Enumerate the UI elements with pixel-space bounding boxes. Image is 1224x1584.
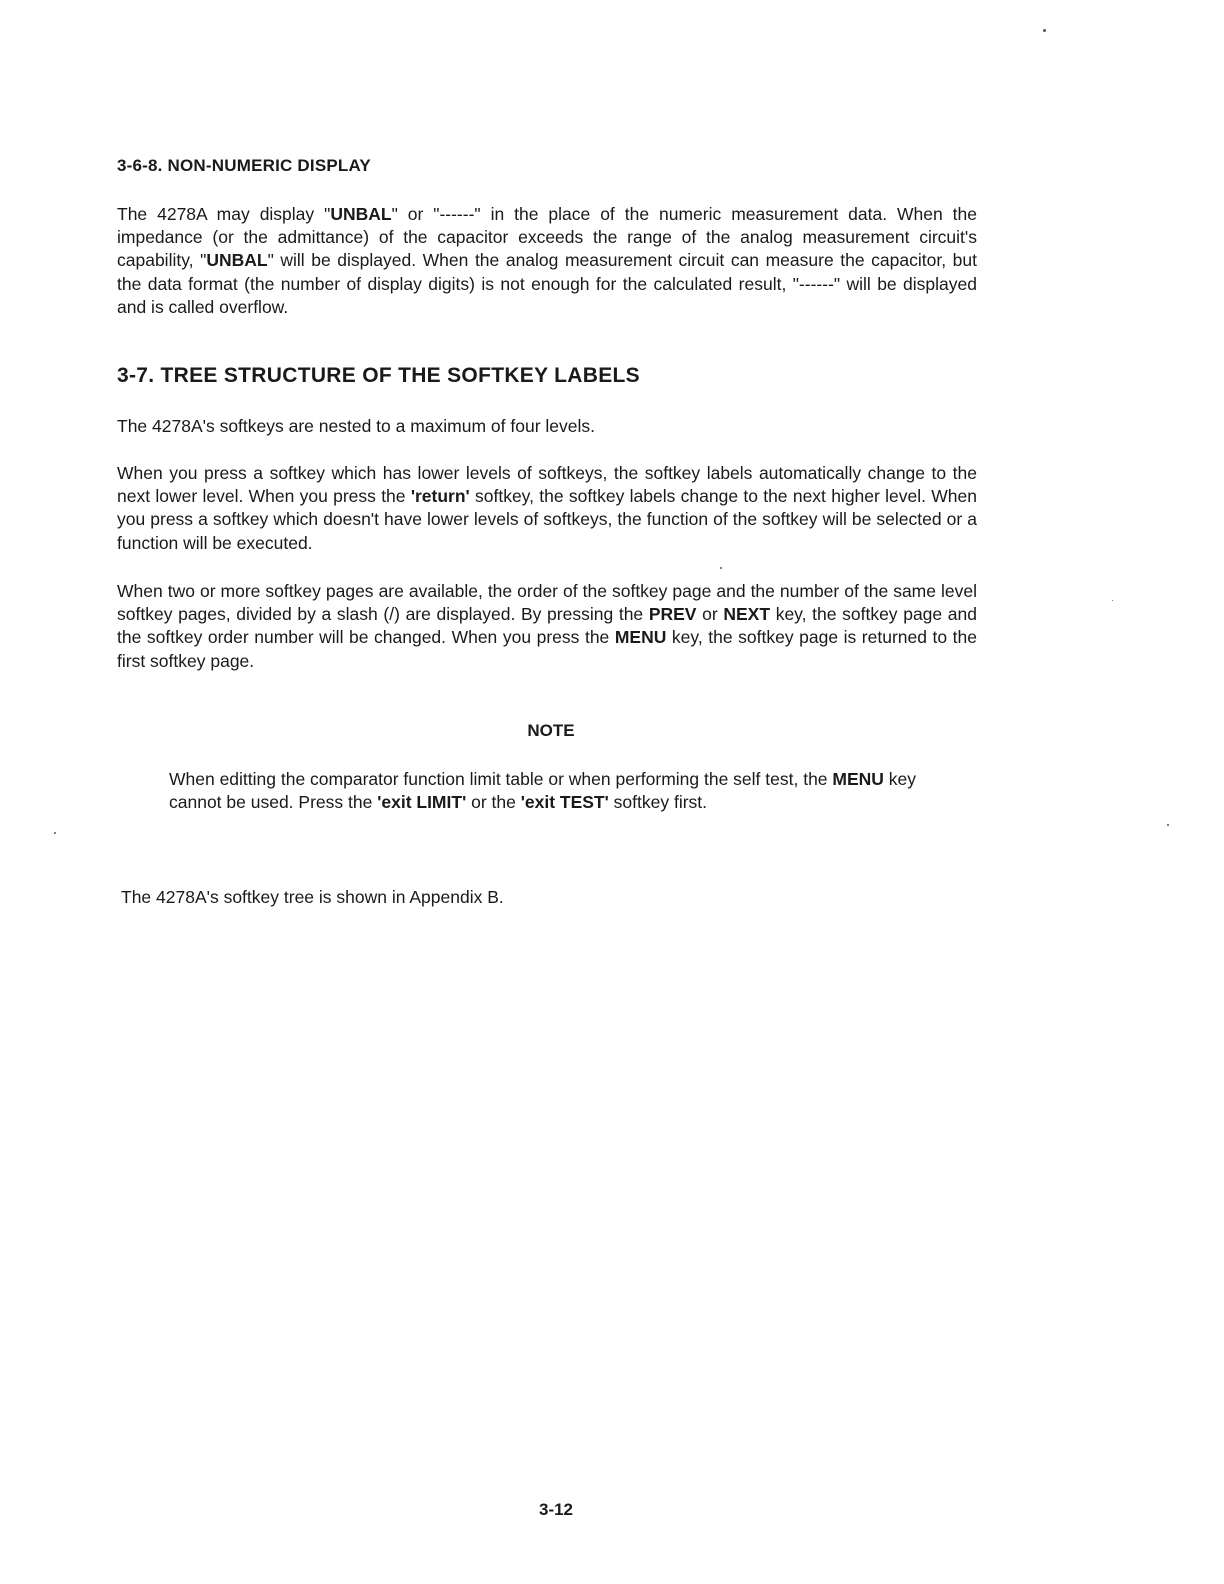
note-title: NOTE xyxy=(527,721,575,740)
softkey-levels-paragraph: The 4278A's softkeys are nested to a maximum of four levels. xyxy=(117,416,596,436)
page-number: 3-12 xyxy=(538,1500,574,1519)
note-body: When editting the comparator function limit table or when performing the self test, the MENU key cannot be used. Press the 'exit LIMIT' or the 'exit TEST' softkey first. xyxy=(169,769,917,813)
softkey-pages-paragraph: When two or more softkey pages are available, the order of the softkey page and the number of the same level softkey pages, divided by a slash (/) are displayed. By pressing the PREV or NEXT key, the softkey page and the softkey order number will be changed. When you press the MENU key, the softkey page is returned to the first softkey page. xyxy=(117,581,977,671)
scan-speck xyxy=(1167,824,1169,826)
non-numeric-display-paragraph: The 4278A may display "UNBAL" or "------" in the place of the numeric measurement data. When the impedance (or the admittance) of the capacitor exceeds the range of the analog measurement circuit's capability, "UNBAL" will be displayed. When the analog measurement circuit can measure the capacitor, but the data format (the number of display digits) is not enough for the calculated result, "------" will be displayed and is called overflow. xyxy=(117,204,977,317)
section-heading: 3-7. TREE STRUCTURE OF THE SOFTKEY LABELS xyxy=(117,364,640,387)
scan-speck xyxy=(1043,29,1046,32)
scan-speck xyxy=(54,832,56,834)
subsection-heading: 3-6-8. NON-NUMERIC DISPLAY xyxy=(117,156,371,175)
scan-speck xyxy=(1112,600,1113,601)
softkey-navigation-paragraph: When you press a softkey which has lower levels of softkeys, the softkey labels automatically change to the next lower level. When you press the 'return' softkey, the softkey labels change to the next higher level. When you press a softkey which doesn't have lower levels of softkeys, the function of the softkey will be selected or a function will be executed. xyxy=(117,463,977,553)
appendix-reference-paragraph: The 4278A's softkey tree is shown in Appendix B. xyxy=(121,887,504,907)
scan-speck xyxy=(720,567,722,569)
